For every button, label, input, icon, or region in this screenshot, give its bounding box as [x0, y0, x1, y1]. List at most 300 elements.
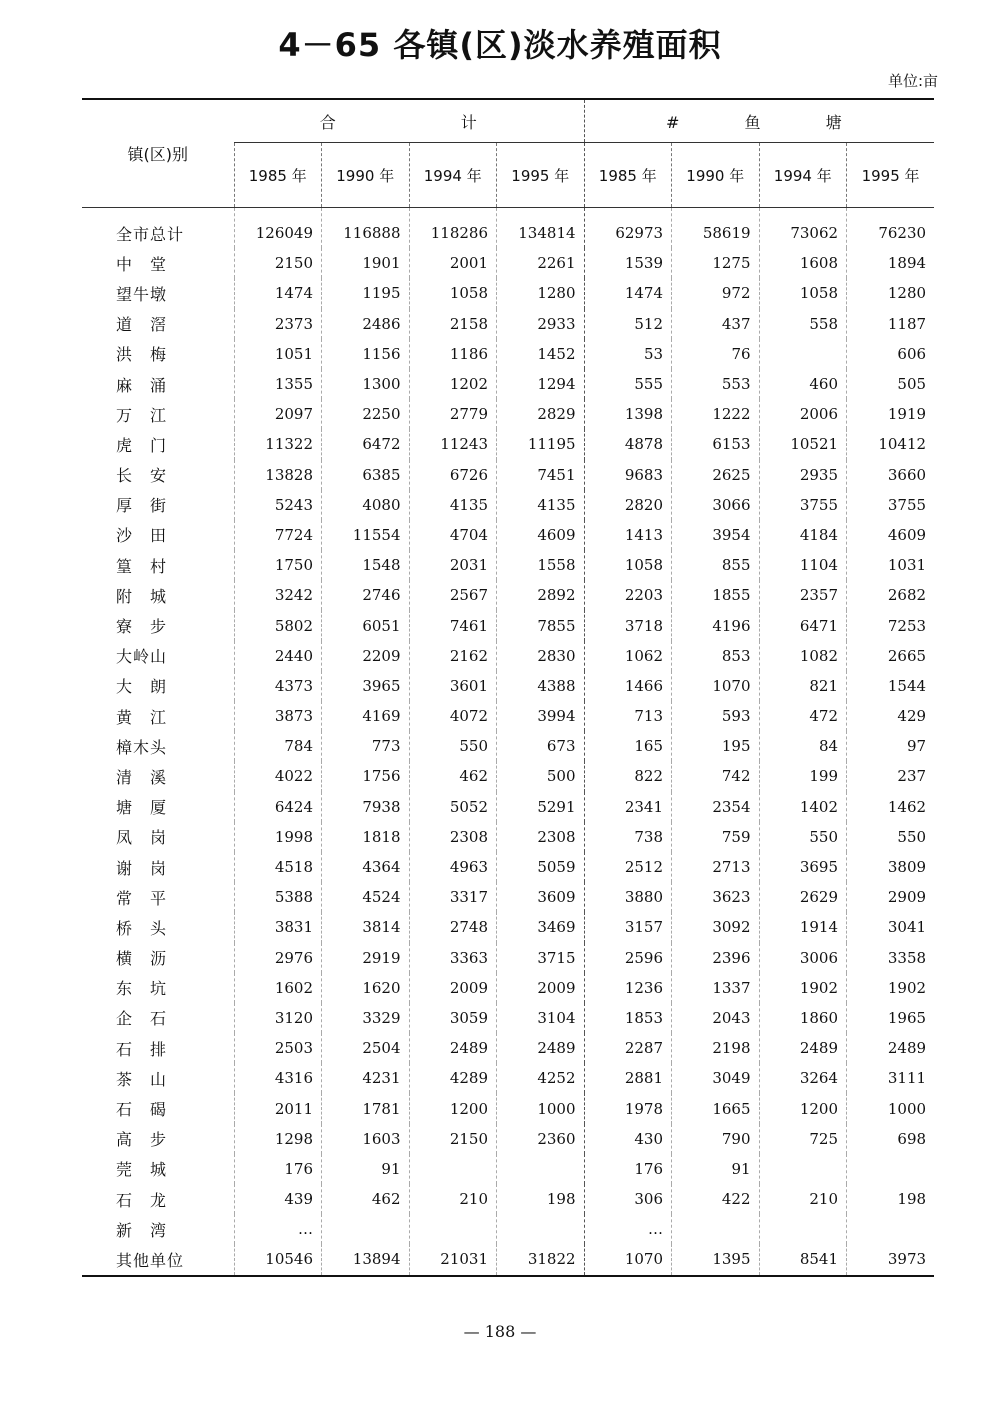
table-cell: 4289: [409, 1063, 497, 1093]
table-cell: 2820: [584, 490, 672, 520]
table-row: [82, 550, 934, 580]
table-cell: 3104: [497, 1003, 585, 1033]
table-cell: 7451: [497, 460, 585, 490]
table-row: [82, 1154, 934, 1184]
table-cell: 5243: [234, 490, 322, 520]
town-name: 道 滘: [116, 315, 168, 335]
table-cell: 1051: [234, 339, 322, 369]
table-cell: 3814: [322, 912, 410, 942]
table-cell: 176: [234, 1154, 322, 1184]
table-cell: 4524: [322, 882, 410, 912]
table-cell: 2919: [322, 943, 410, 973]
table-cell: 3059: [409, 1003, 497, 1033]
table-cell: 1608: [759, 248, 847, 278]
table-cell: 2308: [409, 822, 497, 852]
table-cell: 2440: [234, 641, 322, 671]
table-cell: 1462: [847, 792, 935, 822]
table-cell: 3965: [322, 671, 410, 701]
table-cell: 237: [847, 761, 935, 791]
town-name: 新 湾: [116, 1220, 168, 1240]
town-name: 万 江: [116, 405, 168, 425]
table-cell: 4373: [234, 671, 322, 701]
table-cell: 3601: [409, 671, 497, 701]
table-row: [82, 339, 934, 369]
table-cell: 2830: [497, 641, 585, 671]
table-cell: 1902: [847, 973, 935, 1003]
table-row: [82, 822, 934, 852]
table-row: [82, 912, 934, 942]
table-cell: 1602: [234, 973, 322, 1003]
table-cell: 1202: [409, 369, 497, 399]
table-cell: 2011: [234, 1093, 322, 1123]
table-cell: 176: [584, 1154, 672, 1184]
table-row: [82, 278, 934, 308]
table-row: [82, 460, 934, 490]
table-cell: 1000: [497, 1093, 585, 1123]
table-cell: 2567: [409, 580, 497, 610]
table-cell: 512: [584, 309, 672, 339]
table-cell: 3695: [759, 852, 847, 882]
table-cell: 1070: [584, 1244, 672, 1275]
table-row: [82, 1093, 934, 1123]
table-cell: 76230: [847, 208, 935, 249]
table-row: [82, 852, 934, 882]
table-cell: 6385: [322, 460, 410, 490]
town-name: 中 堂: [116, 254, 168, 274]
table-row: [82, 1184, 934, 1214]
table-row: [82, 248, 934, 278]
town-name: 高 步: [116, 1130, 168, 1150]
statistics-table: [82, 98, 934, 1277]
table-cell: 1860: [759, 1003, 847, 1033]
table-cell: 1402: [759, 792, 847, 822]
table-cell: 2489: [497, 1033, 585, 1063]
table-cell: 4704: [409, 520, 497, 550]
table-cell: 2779: [409, 399, 497, 429]
table-cell: 1466: [584, 671, 672, 701]
table-cell: 1337: [672, 973, 760, 1003]
table-cell: 429: [847, 701, 935, 731]
table-cell: 3718: [584, 610, 672, 640]
table-cell: 195: [672, 731, 760, 761]
table-cell: 11554: [322, 520, 410, 550]
table-cell: 118286: [409, 208, 497, 249]
table-row: [82, 1214, 934, 1244]
table-cell: 1186: [409, 339, 497, 369]
table-row: [82, 1124, 934, 1154]
table-cell: 3111: [847, 1063, 935, 1093]
table-row: [82, 429, 934, 459]
table-cell: 165: [584, 731, 672, 761]
table-cell: 73062: [759, 208, 847, 249]
table-cell: 210: [759, 1184, 847, 1214]
table-cell: 1901: [322, 248, 410, 278]
table-cell: 4878: [584, 429, 672, 459]
table-cell: 2198: [672, 1033, 760, 1063]
table-cell: 2009: [497, 973, 585, 1003]
table-cell: 3873: [234, 701, 322, 731]
table-cell: 91: [322, 1154, 410, 1184]
table-cell: 4518: [234, 852, 322, 882]
table-cell: 1200: [409, 1093, 497, 1123]
page-title: 4－65 各镇(区)淡水养殖面积: [278, 26, 722, 64]
table-cell: 1280: [497, 278, 585, 308]
table-cell: 3755: [847, 490, 935, 520]
town-name: 塘 厦: [116, 798, 168, 818]
table-cell: 3994: [497, 701, 585, 731]
table-cell: 3157: [584, 912, 672, 942]
table-cell: 1548: [322, 550, 410, 580]
table-cell: 2625: [672, 460, 760, 490]
town-name: 寮 步: [116, 617, 168, 637]
table-cell: 1355: [234, 369, 322, 399]
table-cell: 2209: [322, 641, 410, 671]
table-cell: 422: [672, 1184, 760, 1214]
table-cell: 11243: [409, 429, 497, 459]
table-cell: [409, 1214, 497, 1244]
table-row: [82, 490, 934, 520]
table-row: [82, 641, 934, 671]
table-cell: 9683: [584, 460, 672, 490]
table-cell: 500: [497, 761, 585, 791]
table-cell: 460: [759, 369, 847, 399]
table-row: [82, 792, 934, 822]
table-cell: 3809: [847, 852, 935, 882]
table-cell: 2158: [409, 309, 497, 339]
table-cell: 742: [672, 761, 760, 791]
town-name: 石 龙: [116, 1190, 168, 1210]
table-cell: 4364: [322, 852, 410, 882]
table-cell: 2892: [497, 580, 585, 610]
table-cell: 550: [759, 822, 847, 852]
table-cell: 1998: [234, 822, 322, 852]
table-cell: 3317: [409, 882, 497, 912]
table-cell: 1200: [759, 1093, 847, 1123]
table-cell: …: [234, 1214, 322, 1244]
table-cell: 555: [584, 369, 672, 399]
table-cell: 1187: [847, 309, 935, 339]
table-cell: 2360: [497, 1124, 585, 1154]
town-name: 莞 城: [116, 1160, 168, 1180]
table-cell: 97: [847, 731, 935, 761]
table-row: [82, 580, 934, 610]
table-cell: 11195: [497, 429, 585, 459]
table-cell: 2097: [234, 399, 322, 429]
table-cell: 1104: [759, 550, 847, 580]
table-cell: 1544: [847, 671, 935, 701]
table-cell: 4316: [234, 1063, 322, 1093]
table-cell: 2486: [322, 309, 410, 339]
table-cell: 3242: [234, 580, 322, 610]
table-cell: 5388: [234, 882, 322, 912]
town-name: 常 平: [116, 888, 168, 908]
table-cell: 3092: [672, 912, 760, 942]
table-cell: 1062: [584, 641, 672, 671]
table-cell: 4135: [409, 490, 497, 520]
table-cell: 2489: [409, 1033, 497, 1063]
town-name: 石 排: [116, 1039, 168, 1059]
table-row: [82, 731, 934, 761]
table-cell: 10412: [847, 429, 935, 459]
table-cell: 439: [234, 1184, 322, 1214]
town-name: 石 碣: [116, 1100, 168, 1120]
table-cell: 2935: [759, 460, 847, 490]
table-row: [82, 610, 934, 640]
table-cell: 3066: [672, 490, 760, 520]
table-cell: 62973: [584, 208, 672, 249]
town-name: 篁 村: [116, 556, 168, 576]
table-cell: 1413: [584, 520, 672, 550]
table-cell: 462: [409, 761, 497, 791]
table-cell: 3120: [234, 1003, 322, 1033]
town-name: 长 安: [116, 466, 168, 486]
town-name: 横 沥: [116, 949, 168, 969]
table-cell: [322, 1214, 410, 1244]
table-cell: 91: [672, 1154, 760, 1184]
table-cell: 593: [672, 701, 760, 731]
table-cell: 4231: [322, 1063, 410, 1093]
table-cell: 4080: [322, 490, 410, 520]
table-row: [82, 399, 934, 429]
table-cell: 3954: [672, 520, 760, 550]
town-name: 东 坑: [116, 979, 168, 999]
table-cell: 3715: [497, 943, 585, 973]
table-cell: 53: [584, 339, 672, 369]
table-row: [82, 761, 934, 791]
table-cell: 6726: [409, 460, 497, 490]
group-header-fishpond: # 鱼 塘: [584, 99, 934, 143]
table-cell: 2354: [672, 792, 760, 822]
table-cell: 2162: [409, 641, 497, 671]
table-cell: 790: [672, 1124, 760, 1154]
town-name: 清 溪: [116, 767, 168, 787]
table-cell: 1558: [497, 550, 585, 580]
table-cell: 1294: [497, 369, 585, 399]
table-cell: [759, 339, 847, 369]
table-cell: 5291: [497, 792, 585, 822]
unit-label: 单位:亩: [887, 72, 938, 90]
table-cell: 853: [672, 641, 760, 671]
table-cell: 6153: [672, 429, 760, 459]
town-name: 厚 街: [116, 496, 168, 516]
table-cell: 2261: [497, 248, 585, 278]
table-cell: 1082: [759, 641, 847, 671]
table-cell: 6472: [322, 429, 410, 459]
table-cell: 1275: [672, 248, 760, 278]
table-cell: 7855: [497, 610, 585, 640]
table-cell: 773: [322, 731, 410, 761]
table-cell: 116888: [322, 208, 410, 249]
table-cell: 2909: [847, 882, 935, 912]
table-cell: 1474: [234, 278, 322, 308]
town-name: 凤 岗: [116, 828, 168, 848]
table-cell: 1756: [322, 761, 410, 791]
table-cell: 76: [672, 339, 760, 369]
table-cell: 558: [759, 309, 847, 339]
table-cell: 3880: [584, 882, 672, 912]
table-cell: 673: [497, 731, 585, 761]
table-cell: 2933: [497, 309, 585, 339]
table-cell: 2043: [672, 1003, 760, 1033]
table-cell: 1280: [847, 278, 935, 308]
table-cell: 198: [497, 1184, 585, 1214]
table-cell: 1031: [847, 550, 935, 580]
table-cell: [847, 1214, 935, 1244]
town-name: 谢 岗: [116, 858, 168, 878]
town-name: 樟木头: [116, 737, 168, 757]
table-cell: 1398: [584, 399, 672, 429]
table-cell: 2748: [409, 912, 497, 942]
table-cell: 13828: [234, 460, 322, 490]
table-cell: 1058: [584, 550, 672, 580]
table-cell: 1000: [847, 1093, 935, 1123]
table-cell: 1781: [322, 1093, 410, 1123]
table-row: [82, 1244, 934, 1275]
table-cell: 855: [672, 550, 760, 580]
table-cell: 210: [409, 1184, 497, 1214]
table-cell: [759, 1154, 847, 1184]
town-name: 大 朗: [116, 677, 168, 697]
year-header: 1985 年: [234, 143, 322, 208]
table-cell: 84: [759, 731, 847, 761]
table-cell: 198: [847, 1184, 935, 1214]
table-cell: 3363: [409, 943, 497, 973]
table-cell: 972: [672, 278, 760, 308]
table-cell: 3329: [322, 1003, 410, 1033]
table-row: [82, 309, 934, 339]
table-cell: 7724: [234, 520, 322, 550]
row-label-header: 镇(区)别: [82, 99, 234, 208]
table-cell: 199: [759, 761, 847, 791]
table-cell: 2357: [759, 580, 847, 610]
table-cell: 2976: [234, 943, 322, 973]
table-cell: 2001: [409, 248, 497, 278]
table-cell: 1603: [322, 1124, 410, 1154]
table-cell: 738: [584, 822, 672, 852]
table-cell: 1914: [759, 912, 847, 942]
table-row: [82, 369, 934, 399]
table-cell: 126049: [234, 208, 322, 249]
table-cell: 58619: [672, 208, 760, 249]
table-cell: 10546: [234, 1244, 322, 1275]
table-cell: 3006: [759, 943, 847, 973]
table-cell: 5059: [497, 852, 585, 882]
table-cell: 7253: [847, 610, 935, 640]
table-row: [82, 701, 934, 731]
table-row: [82, 208, 934, 249]
table-cell: 1058: [409, 278, 497, 308]
table-cell: 134814: [497, 208, 585, 249]
table-cell: 3469: [497, 912, 585, 942]
table-cell: 2829: [497, 399, 585, 429]
table-cell: [759, 1214, 847, 1244]
table-cell: 3041: [847, 912, 935, 942]
table-cell: 3755: [759, 490, 847, 520]
town-name: 沙 田: [116, 526, 168, 546]
table-cell: 3049: [672, 1063, 760, 1093]
table-cell: 2031: [409, 550, 497, 580]
table-cell: 3609: [497, 882, 585, 912]
table-cell: 2203: [584, 580, 672, 610]
table-cell: 472: [759, 701, 847, 731]
table-cell: …: [584, 1214, 672, 1244]
table-cell: 1750: [234, 550, 322, 580]
table-row: [82, 943, 934, 973]
table-row: [82, 671, 934, 701]
table-cell: 1195: [322, 278, 410, 308]
table-cell: 2373: [234, 309, 322, 339]
table-row: [82, 1063, 934, 1093]
town-name: 黄 江: [116, 707, 168, 727]
table-cell: 1395: [672, 1244, 760, 1275]
town-name: 全市总计: [116, 224, 185, 244]
table-cell: 1894: [847, 248, 935, 278]
table-cell: 1978: [584, 1093, 672, 1123]
town-name: 附 城: [116, 586, 168, 606]
table-row: [82, 520, 934, 550]
table-cell: 2009: [409, 973, 497, 1003]
table-cell: 2881: [584, 1063, 672, 1093]
table-cell: 4196: [672, 610, 760, 640]
table-cell: 1452: [497, 339, 585, 369]
table-cell: 3358: [847, 943, 935, 973]
table-cell: 2596: [584, 943, 672, 973]
table-cell: 5052: [409, 792, 497, 822]
table-cell: 2341: [584, 792, 672, 822]
table-cell: 7461: [409, 610, 497, 640]
table-cell: 10521: [759, 429, 847, 459]
table-cell: 2503: [234, 1033, 322, 1063]
table-cell: 2504: [322, 1033, 410, 1063]
year-header: 1994 年: [409, 143, 497, 208]
year-header: 1985 年: [584, 143, 672, 208]
table-cell: 4609: [497, 520, 585, 550]
table-cell: 1474: [584, 278, 672, 308]
table-cell: 1620: [322, 973, 410, 1003]
table-cell: 6424: [234, 792, 322, 822]
group-header-total: 合 计: [234, 99, 584, 143]
table-cell: 13894: [322, 1244, 410, 1275]
table-cell: 1965: [847, 1003, 935, 1033]
town-name: 望牛墩: [116, 284, 168, 304]
town-name: 大岭山: [116, 647, 168, 667]
table-cell: 7938: [322, 792, 410, 822]
table-cell: 1156: [322, 339, 410, 369]
table-cell: 2489: [847, 1033, 935, 1063]
table-cell: 2150: [409, 1124, 497, 1154]
table-cell: 430: [584, 1124, 672, 1154]
table-cell: 698: [847, 1124, 935, 1154]
table-cell: 1855: [672, 580, 760, 610]
table-row: [82, 973, 934, 1003]
table-cell: 2682: [847, 580, 935, 610]
table-cell: 6471: [759, 610, 847, 640]
table-cell: 1818: [322, 822, 410, 852]
table-cell: 2713: [672, 852, 760, 882]
table-row: [82, 1003, 934, 1033]
table-cell: 550: [409, 731, 497, 761]
table-cell: 822: [584, 761, 672, 791]
table-cell: 725: [759, 1124, 847, 1154]
table-cell: 3264: [759, 1063, 847, 1093]
table-row: [82, 882, 934, 912]
table-cell: 784: [234, 731, 322, 761]
table-cell: 759: [672, 822, 760, 852]
page-number: — 188 —: [463, 1322, 537, 1341]
table-cell: 606: [847, 339, 935, 369]
table-cell: 2629: [759, 882, 847, 912]
table-cell: 4169: [322, 701, 410, 731]
